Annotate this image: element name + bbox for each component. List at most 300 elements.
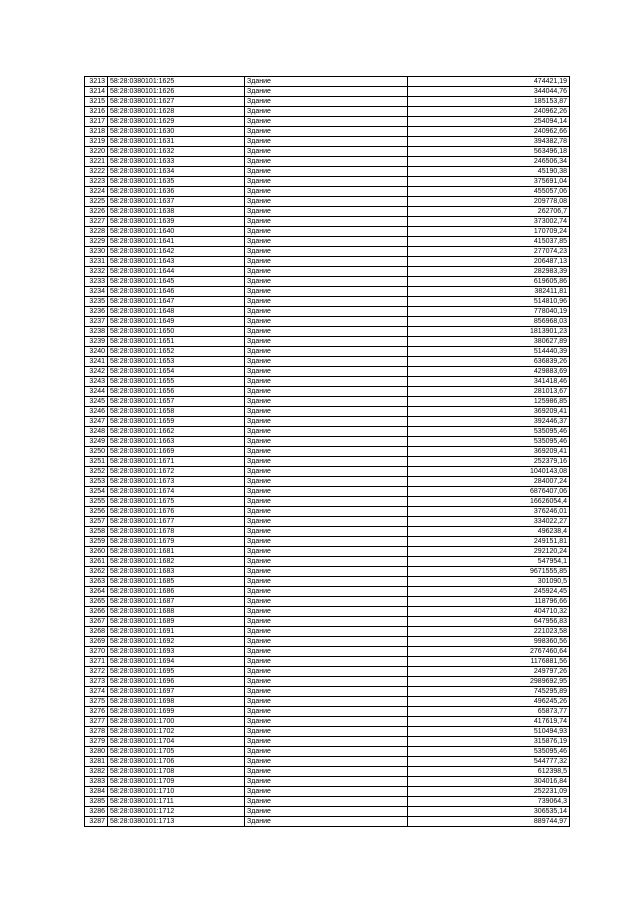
object-type: Здание <box>245 117 408 127</box>
cadastral-value: 9671555,85 <box>408 567 570 577</box>
row-number: 3221 <box>85 157 108 167</box>
table-row <box>85 287 570 297</box>
row-number: 3280 <box>85 747 108 757</box>
object-type: Здание <box>245 477 408 487</box>
object-type: Здание <box>245 227 408 237</box>
cadastral-value: 252231,09 <box>408 787 570 797</box>
table-row <box>85 317 570 327</box>
table-row <box>85 207 570 217</box>
table-row <box>85 727 570 737</box>
cadastral-number: 58:28:0380101:1626 <box>108 87 245 97</box>
object-type: Здание <box>245 447 408 457</box>
cadastral-number: 58:28:0380101:1632 <box>108 147 245 157</box>
cadastral-number: 58:28:0380101:1643 <box>108 257 245 267</box>
cadastral-value: 304016,84 <box>408 777 570 787</box>
row-number: 3236 <box>85 307 108 317</box>
cadastral-value: 636839,26 <box>408 357 570 367</box>
cadastral-value: 45190,38 <box>408 167 570 177</box>
object-type: Здание <box>245 377 408 387</box>
table-row <box>85 427 570 437</box>
cadastral-value: 429883,69 <box>408 367 570 377</box>
table-row <box>85 447 570 457</box>
row-number: 3278 <box>85 727 108 737</box>
table-row <box>85 807 570 817</box>
cadastral-number: 58:28:0380101:1679 <box>108 537 245 547</box>
cadastral-number: 58:28:0380101:1657 <box>108 397 245 407</box>
row-number: 3264 <box>85 587 108 597</box>
row-number: 3248 <box>85 427 108 437</box>
row-number: 3233 <box>85 277 108 287</box>
cadastral-number: 58:28:0380101:1713 <box>108 817 245 827</box>
object-type: Здание <box>245 387 408 397</box>
table-row <box>85 137 570 147</box>
cadastral-value: 369209,41 <box>408 447 570 457</box>
row-number: 3242 <box>85 367 108 377</box>
cadastral-number: 58:28:0380101:1630 <box>108 127 245 137</box>
cadastral-value: 292120,24 <box>408 547 570 557</box>
object-type: Здание <box>245 507 408 517</box>
table-body <box>85 77 570 827</box>
object-type: Здание <box>245 267 408 277</box>
table-row <box>85 387 570 397</box>
table-row <box>85 497 570 507</box>
cadastral-value: 382411,81 <box>408 287 570 297</box>
object-type: Здание <box>245 537 408 547</box>
object-type: Здание <box>245 757 408 767</box>
object-type: Здание <box>245 747 408 757</box>
table-row <box>85 477 570 487</box>
cadastral-number: 58:28:0380101:1675 <box>108 497 245 507</box>
row-number: 3257 <box>85 517 108 527</box>
table-row <box>85 777 570 787</box>
table-row <box>85 487 570 497</box>
cadastral-number: 58:28:0380101:1672 <box>108 467 245 477</box>
table-row <box>85 187 570 197</box>
cadastral-value: 376246,01 <box>408 507 570 517</box>
table-row <box>85 667 570 677</box>
cadastral-value: 514810,96 <box>408 297 570 307</box>
cadastral-number: 58:28:0380101:1625 <box>108 77 245 87</box>
cadastral-value: 404710,32 <box>408 607 570 617</box>
row-number: 3258 <box>85 527 108 537</box>
table-row <box>85 507 570 517</box>
cadastral-value: 282983,39 <box>408 267 570 277</box>
cadastral-value: 380627,89 <box>408 337 570 347</box>
object-type: Здание <box>245 637 408 647</box>
cadastral-number: 58:28:0380101:1640 <box>108 227 245 237</box>
table-row <box>85 237 570 247</box>
row-number: 3256 <box>85 507 108 517</box>
row-number: 3252 <box>85 467 108 477</box>
table-row <box>85 357 570 367</box>
cadastral-value: 394382,78 <box>408 137 570 147</box>
row-number: 3284 <box>85 787 108 797</box>
cadastral-number: 58:28:0380101:1649 <box>108 317 245 327</box>
object-type: Здание <box>245 557 408 567</box>
object-type: Здание <box>245 567 408 577</box>
cadastral-value: 65873,77 <box>408 707 570 717</box>
row-number: 3269 <box>85 637 108 647</box>
row-number: 3271 <box>85 657 108 667</box>
cadastral-value: 619605,86 <box>408 277 570 287</box>
row-number: 3277 <box>85 717 108 727</box>
cadastral-number: 58:28:0380101:1669 <box>108 447 245 457</box>
cadastral-number: 58:28:0380101:1636 <box>108 187 245 197</box>
object-type: Здание <box>245 247 408 257</box>
cadastral-number: 58:28:0380101:1686 <box>108 587 245 597</box>
object-type: Здание <box>245 157 408 167</box>
object-type: Здание <box>245 137 408 147</box>
cadastral-number: 58:28:0380101:1637 <box>108 197 245 207</box>
cadastral-value: 392446,37 <box>408 417 570 427</box>
cadastral-value: 118796,66 <box>408 597 570 607</box>
object-type: Здание <box>245 337 408 347</box>
table-row <box>85 87 570 97</box>
row-number: 3247 <box>85 417 108 427</box>
row-number: 3251 <box>85 457 108 467</box>
table-row <box>85 707 570 717</box>
cadastral-value: 535095,46 <box>408 747 570 757</box>
cadastral-number: 58:28:0380101:1681 <box>108 547 245 557</box>
cadastral-number: 58:28:0380101:1638 <box>108 207 245 217</box>
table-row <box>85 277 570 287</box>
row-number: 3262 <box>85 567 108 577</box>
cadastral-value: 277074,23 <box>408 247 570 257</box>
cadastral-number: 58:28:0380101:1695 <box>108 667 245 677</box>
object-type: Здание <box>245 517 408 527</box>
row-number: 3235 <box>85 297 108 307</box>
row-number: 3245 <box>85 397 108 407</box>
row-number: 3249 <box>85 437 108 447</box>
cadastral-value: 375691,04 <box>408 177 570 187</box>
cadastral-number: 58:28:0380101:1700 <box>108 717 245 727</box>
cadastral-number: 58:28:0380101:1645 <box>108 277 245 287</box>
object-type: Здание <box>245 797 408 807</box>
object-type: Здание <box>245 497 408 507</box>
cadastral-value: 1176881,56 <box>408 657 570 667</box>
row-number: 3239 <box>85 337 108 347</box>
row-number: 3223 <box>85 177 108 187</box>
cadastral-number: 58:28:0380101:1671 <box>108 457 245 467</box>
cadastral-value: 206487,13 <box>408 257 570 267</box>
row-number: 3217 <box>85 117 108 127</box>
cadastral-number: 58:28:0380101:1689 <box>108 617 245 627</box>
cadastral-number: 58:28:0380101:1633 <box>108 157 245 167</box>
table-row <box>85 227 570 237</box>
cadastral-number: 58:28:0380101:1694 <box>108 657 245 667</box>
cadastral-number: 58:28:0380101:1658 <box>108 407 245 417</box>
cadastral-value: 745295,89 <box>408 687 570 697</box>
row-number: 3286 <box>85 807 108 817</box>
row-number: 3219 <box>85 137 108 147</box>
object-type: Здание <box>245 317 408 327</box>
table-row <box>85 817 570 827</box>
cadastral-number: 58:28:0380101:1677 <box>108 517 245 527</box>
cadastral-number: 58:28:0380101:1688 <box>108 607 245 617</box>
object-type: Здание <box>245 127 408 137</box>
object-type: Здание <box>245 217 408 227</box>
table-row <box>85 337 570 347</box>
row-number: 3220 <box>85 147 108 157</box>
cadastral-number: 58:28:0380101:1651 <box>108 337 245 347</box>
cadastral-value: 262706,7 <box>408 207 570 217</box>
object-type: Здание <box>245 487 408 497</box>
cadastral-number: 58:28:0380101:1711 <box>108 797 245 807</box>
table-row <box>85 787 570 797</box>
object-type: Здание <box>245 687 408 697</box>
cadastral-value: 185153,87 <box>408 97 570 107</box>
row-number: 3216 <box>85 107 108 117</box>
row-number: 3240 <box>85 347 108 357</box>
table-row <box>85 257 570 267</box>
table-row <box>85 307 570 317</box>
cadastral-number: 58:28:0380101:1676 <box>108 507 245 517</box>
row-number: 3215 <box>85 97 108 107</box>
cadastral-number: 58:28:0380101:1655 <box>108 377 245 387</box>
table-row <box>85 677 570 687</box>
table-row <box>85 617 570 627</box>
object-type: Здание <box>245 287 408 297</box>
object-type: Здание <box>245 147 408 157</box>
table-row <box>85 537 570 547</box>
cadastral-number: 58:28:0380101:1631 <box>108 137 245 147</box>
table-row <box>85 117 570 127</box>
row-number: 3213 <box>85 77 108 87</box>
object-type: Здание <box>245 777 408 787</box>
object-type: Здание <box>245 467 408 477</box>
object-type: Здание <box>245 587 408 597</box>
object-type: Здание <box>245 417 408 427</box>
object-type: Здание <box>245 397 408 407</box>
row-number: 3226 <box>85 207 108 217</box>
row-number: 3282 <box>85 767 108 777</box>
cadastral-number: 58:28:0380101:1634 <box>108 167 245 177</box>
cadastral-number: 58:28:0380101:1627 <box>108 97 245 107</box>
table-row <box>85 527 570 537</box>
cadastral-number: 58:28:0380101:1674 <box>108 487 245 497</box>
object-type: Здание <box>245 237 408 247</box>
table-row <box>85 657 570 667</box>
object-type: Здание <box>245 697 408 707</box>
table-row <box>85 77 570 87</box>
cadastral-value: 16626054,4 <box>408 497 570 507</box>
object-type: Здание <box>245 607 408 617</box>
cadastral-value: 252379,16 <box>408 457 570 467</box>
table-row <box>85 757 570 767</box>
cadastral-value: 170709,24 <box>408 227 570 237</box>
table-row <box>85 547 570 557</box>
cadastral-value: 563496,18 <box>408 147 570 157</box>
row-number: 3241 <box>85 357 108 367</box>
cadastral-value: 6876407,06 <box>408 487 570 497</box>
cadastral-value: 547954,1 <box>408 557 570 567</box>
table-row <box>85 567 570 577</box>
table-row <box>85 417 570 427</box>
cadastral-value: 249797,26 <box>408 667 570 677</box>
object-type: Здание <box>245 277 408 287</box>
table-row <box>85 327 570 337</box>
cadastral-number: 58:28:0380101:1709 <box>108 777 245 787</box>
cadastral-value: 209778,08 <box>408 197 570 207</box>
cadastral-number: 58:28:0380101:1704 <box>108 737 245 747</box>
row-number: 3287 <box>85 817 108 827</box>
cadastral-number: 58:28:0380101:1652 <box>108 347 245 357</box>
cadastral-number: 58:28:0380101:1693 <box>108 647 245 657</box>
cadastral-number: 58:28:0380101:1683 <box>108 567 245 577</box>
cadastral-number: 58:28:0380101:1692 <box>108 637 245 647</box>
cadastral-table <box>84 76 570 827</box>
table-row <box>85 437 570 447</box>
row-number: 3246 <box>85 407 108 417</box>
cadastral-value: 496245,26 <box>408 697 570 707</box>
cadastral-number: 58:28:0380101:1685 <box>108 577 245 587</box>
table-row <box>85 517 570 527</box>
row-number: 3273 <box>85 677 108 687</box>
cadastral-value: 373002,74 <box>408 217 570 227</box>
table-row <box>85 367 570 377</box>
object-type: Здание <box>245 407 408 417</box>
object-type: Здание <box>245 357 408 367</box>
table-row <box>85 177 570 187</box>
table-row <box>85 797 570 807</box>
cadastral-value: 2989692,95 <box>408 677 570 687</box>
object-type: Здание <box>245 717 408 727</box>
object-type: Здание <box>245 207 408 217</box>
cadastral-value: 254094,14 <box>408 117 570 127</box>
object-type: Здание <box>245 817 408 827</box>
row-number: 3285 <box>85 797 108 807</box>
table-row <box>85 637 570 647</box>
cadastral-value: 474421,19 <box>408 77 570 87</box>
row-number: 3283 <box>85 777 108 787</box>
row-number: 3266 <box>85 607 108 617</box>
table-row <box>85 747 570 757</box>
object-type: Здание <box>245 727 408 737</box>
object-type: Здание <box>245 367 408 377</box>
object-type: Здание <box>245 437 408 447</box>
row-number: 3250 <box>85 447 108 457</box>
table-row <box>85 697 570 707</box>
cadastral-value: 306535,14 <box>408 807 570 817</box>
cadastral-value: 510494,93 <box>408 727 570 737</box>
object-type: Здание <box>245 97 408 107</box>
cadastral-value: 739064,3 <box>408 797 570 807</box>
object-type: Здание <box>245 197 408 207</box>
row-number: 3260 <box>85 547 108 557</box>
cadastral-number: 58:28:0380101:1647 <box>108 297 245 307</box>
object-type: Здание <box>245 297 408 307</box>
cadastral-number: 58:28:0380101:1706 <box>108 757 245 767</box>
cadastral-number: 58:28:0380101:1687 <box>108 597 245 607</box>
row-number: 3254 <box>85 487 108 497</box>
cadastral-number: 58:28:0380101:1699 <box>108 707 245 717</box>
object-type: Здание <box>245 577 408 587</box>
table-row <box>85 147 570 157</box>
cadastral-number: 58:28:0380101:1705 <box>108 747 245 757</box>
table-row <box>85 197 570 207</box>
cadastral-value: 612398,5 <box>408 767 570 777</box>
row-number: 3232 <box>85 267 108 277</box>
table-row <box>85 737 570 747</box>
object-type: Здание <box>245 427 408 437</box>
cadastral-value: 284007,24 <box>408 477 570 487</box>
object-type: Здание <box>245 107 408 117</box>
table-row <box>85 577 570 587</box>
cadastral-value: 496238,4 <box>408 527 570 537</box>
cadastral-number: 58:28:0380101:1662 <box>108 427 245 437</box>
object-type: Здание <box>245 627 408 637</box>
cadastral-value: 125986,85 <box>408 397 570 407</box>
table-row <box>85 687 570 697</box>
cadastral-number: 58:28:0380101:1659 <box>108 417 245 427</box>
cadastral-value: 514440,39 <box>408 347 570 357</box>
row-number: 3228 <box>85 227 108 237</box>
row-number: 3238 <box>85 327 108 337</box>
row-number: 3270 <box>85 647 108 657</box>
row-number: 3267 <box>85 617 108 627</box>
table-row <box>85 127 570 137</box>
table-row <box>85 587 570 597</box>
cadastral-value: 334022,27 <box>408 517 570 527</box>
table-row <box>85 167 570 177</box>
table-row <box>85 297 570 307</box>
table-row <box>85 647 570 657</box>
row-number: 3268 <box>85 627 108 637</box>
row-number: 3224 <box>85 187 108 197</box>
table-row <box>85 397 570 407</box>
cadastral-value: 2767460,64 <box>408 647 570 657</box>
cadastral-value: 246506,34 <box>408 157 570 167</box>
cadastral-value: 544777,32 <box>408 757 570 767</box>
object-type: Здание <box>245 87 408 97</box>
cadastral-number: 58:28:0380101:1673 <box>108 477 245 487</box>
cadastral-number: 58:28:0380101:1678 <box>108 527 245 537</box>
table-row <box>85 717 570 727</box>
cadastral-number: 58:28:0380101:1656 <box>108 387 245 397</box>
cadastral-value: 344044,76 <box>408 87 570 97</box>
cadastral-number: 58:28:0380101:1653 <box>108 357 245 367</box>
row-number: 3218 <box>85 127 108 137</box>
object-type: Здание <box>245 307 408 317</box>
cadastral-value: 647956,83 <box>408 617 570 627</box>
cadastral-value: 415037,85 <box>408 237 570 247</box>
cadastral-value: 778040,19 <box>408 307 570 317</box>
cadastral-value: 281013,67 <box>408 387 570 397</box>
object-type: Здание <box>245 647 408 657</box>
table-row <box>85 217 570 227</box>
cadastral-number: 58:28:0380101:1635 <box>108 177 245 187</box>
cadastral-number: 58:28:0380101:1712 <box>108 807 245 817</box>
row-number: 3261 <box>85 557 108 567</box>
cadastral-number: 58:28:0380101:1710 <box>108 787 245 797</box>
row-number: 3234 <box>85 287 108 297</box>
cadastral-value: 341418,46 <box>408 377 570 387</box>
cadastral-value: 301090,5 <box>408 577 570 587</box>
object-type: Здание <box>245 457 408 467</box>
cadastral-value: 535095,46 <box>408 437 570 447</box>
object-type: Здание <box>245 657 408 667</box>
cadastral-value: 240962,66 <box>408 127 570 137</box>
cadastral-number: 58:28:0380101:1641 <box>108 237 245 247</box>
row-number: 3222 <box>85 167 108 177</box>
table-row <box>85 347 570 357</box>
cadastral-value: 998360,56 <box>408 637 570 647</box>
cadastral-value: 455057,06 <box>408 187 570 197</box>
cadastral-value: 535095,46 <box>408 427 570 437</box>
object-type: Здание <box>245 527 408 537</box>
cadastral-value: 856968,03 <box>408 317 570 327</box>
row-number: 3255 <box>85 497 108 507</box>
